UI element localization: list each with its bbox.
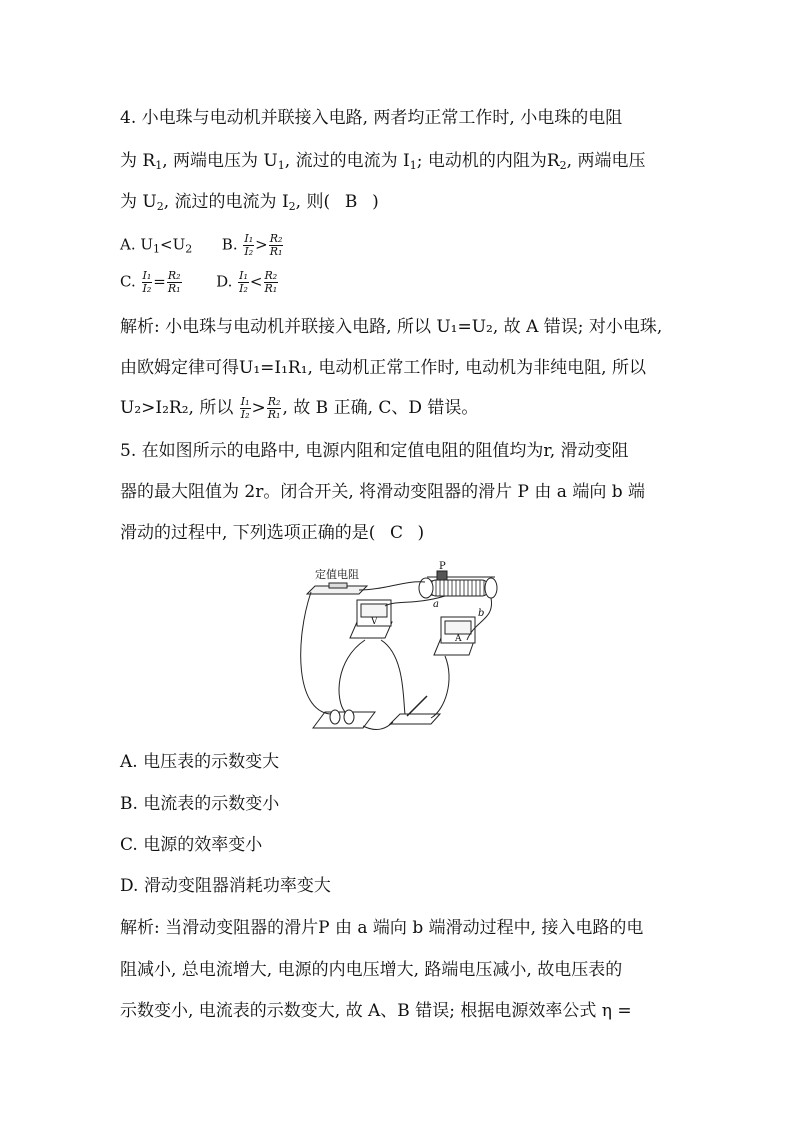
- battery-cell-1: [330, 710, 340, 724]
- denominator: I₂: [240, 408, 250, 421]
- numerator: R₂: [267, 395, 281, 408]
- q4-text: ; 电动机的内阻为R: [416, 151, 560, 171]
- wire: [301, 592, 330, 714]
- label-v: V: [371, 617, 378, 627]
- rheostat-end-a: [419, 578, 433, 598]
- numerator: R₂: [167, 269, 181, 282]
- q5-option-b-text: B. 电流表的示数变小: [120, 794, 280, 814]
- q4-solution-1: [120, 316, 662, 338]
- q4-sub: 1: [155, 159, 163, 172]
- denominator: I₂: [244, 245, 254, 258]
- q4-line-1: [120, 107, 622, 129]
- label-resistor: 定值电阻: [315, 568, 359, 581]
- voltmeter-dial: [361, 604, 387, 617]
- fraction: [269, 233, 284, 258]
- q4-line-3: [120, 191, 379, 213]
- circuit-figure: [295, 560, 505, 736]
- q4-option-b: B.: [221, 235, 238, 254]
- fraction: [267, 396, 282, 421]
- q4-solution-text: 解析: 小电珠与电动机并联接入电路, 所以 U₁=U₂, 故 A 错误; 对小电珠,: [120, 317, 663, 337]
- q5-solution-text: 阻减小, 总电流增大, 电源的内电压增大, 路端电压减小, 故电压表的: [120, 960, 623, 980]
- numerator: R₂: [264, 269, 278, 282]
- denominator: R₁: [267, 408, 281, 421]
- denominator: R₁: [269, 245, 283, 258]
- numerator: R₂: [269, 232, 283, 245]
- q5-option-d: [120, 875, 331, 897]
- wire: [363, 722, 393, 729]
- q4-solution-text: 由欧姆定律可得U₁=I₁R₁, 电动机正常工作时, 电动机为非纯电阻, 所以: [120, 358, 646, 378]
- q5-option-b: [120, 793, 279, 815]
- numerator: I₁: [240, 395, 250, 408]
- q4-line-2: [120, 150, 645, 172]
- fraction: [238, 270, 249, 295]
- denominator: R₁: [264, 282, 278, 295]
- resistor-body: [329, 583, 347, 588]
- wire: [431, 656, 449, 718]
- ammeter-dial: [445, 621, 471, 634]
- q4-text: , 则(: [295, 192, 331, 212]
- q4-option-d: D.: [216, 272, 233, 291]
- rheostat-end-b: [485, 578, 497, 598]
- q4-text: , 两端电压: [566, 151, 646, 171]
- denominator: R₁: [167, 282, 181, 295]
- wire: [381, 640, 405, 714]
- q5-solution-3: [120, 1000, 632, 1022]
- denominator: I₂: [142, 282, 152, 295]
- q4-sub: 1: [409, 159, 417, 172]
- q4-option-a: A. U: [120, 235, 154, 254]
- q4-text: , 流过的电流为 I: [163, 192, 289, 212]
- label-p: P: [439, 561, 446, 572]
- q4-stem-text: 4. 小电珠与电动机并联接入电路, 两者均正常工作时, 小电珠的电阻: [120, 108, 623, 128]
- numerator: I₁: [142, 269, 152, 282]
- q5-solution-text: 示数变小, 电流表的示数变大, 故 A、B 错误; 根据电源效率公式 η =: [120, 1001, 632, 1021]
- q4-text: <U: [160, 235, 186, 254]
- switch-lever: [407, 696, 427, 716]
- switch-base: [390, 714, 440, 724]
- fraction: [167, 270, 182, 295]
- q4-options-ab: [120, 233, 284, 258]
- q5-stem-text: 滑动的过程中, 下列选项正确的是(: [120, 523, 376, 543]
- q5-stem-text: ): [417, 523, 425, 543]
- q5-answer: C: [389, 523, 403, 543]
- q4-sub: 2: [288, 200, 296, 213]
- wire: [359, 582, 425, 590]
- q4-solution-2: [120, 357, 646, 379]
- q4-text: , 两端电压为 U: [162, 151, 278, 171]
- q5-stem-text: 5. 在如图所示的电路中, 电源内阻和定值电阻的阻值均为r, 滑动变阻: [120, 441, 629, 461]
- q4-sub: 2: [185, 242, 193, 256]
- battery-cell-2: [344, 710, 354, 724]
- q5-option-c: [120, 834, 262, 856]
- relation: >: [251, 398, 266, 418]
- q5-option-d-text: D. 滑动变阻器消耗功率变大: [120, 876, 331, 896]
- q4-text: 为 U: [120, 192, 157, 212]
- q5-solution-text: 解析: 当滑动变阻器的滑片P 由 a 端向 b 端滑动过程中, 接入电路的电: [120, 918, 644, 938]
- q5-option-a-text: A. 电压表的示数变大: [120, 752, 280, 772]
- numerator: I₁: [239, 269, 248, 282]
- q4-sub: 2: [156, 200, 164, 213]
- q4-text: ): [372, 192, 379, 212]
- q4-options-cd: [120, 270, 279, 295]
- q5-stem-text: 器的最大阻值为 2r。闭合开关, 将滑动变阻器的滑片 P 由 a 端向 b 端: [120, 482, 646, 502]
- denominator: I₂: [239, 282, 248, 295]
- fraction: [264, 270, 279, 295]
- q4-solution-text: U₂>I₂R₂, 所以: [120, 398, 234, 418]
- slider-p: [437, 571, 447, 580]
- fraction: [243, 233, 254, 258]
- q4-solution-3: [120, 396, 478, 421]
- q5-solution-1: [120, 917, 643, 939]
- q4-text: , 流过的电流为 I: [284, 151, 410, 171]
- q4-solution-text: , 故 B 正确, C、D 错误。: [282, 398, 479, 418]
- label-a: a: [433, 599, 439, 610]
- q4-sub: 1: [153, 242, 161, 256]
- relation: =: [153, 272, 166, 291]
- q4-option-c: C.: [120, 272, 136, 291]
- q4-text: 为 R: [120, 151, 156, 171]
- rheostat-coil: [430, 580, 488, 596]
- relation: >: [255, 235, 268, 254]
- numerator: I₁: [244, 232, 254, 245]
- relation: <: [249, 272, 263, 291]
- q5-line-2: [120, 481, 645, 503]
- q5-solution-2: [120, 959, 622, 981]
- q5-line-3: [120, 522, 424, 544]
- q5-option-a: [120, 751, 279, 773]
- q4-sub: 2: [559, 159, 567, 172]
- q5-option-c-text: C. 电源的效率变小: [120, 835, 263, 855]
- fraction: [240, 396, 251, 421]
- q4-sub: 1: [277, 159, 285, 172]
- wire: [339, 640, 365, 712]
- fraction: [142, 270, 153, 295]
- label-ammeter: A: [455, 634, 462, 644]
- q5-line-1: [120, 440, 629, 462]
- q4-answer: B: [344, 192, 358, 212]
- label-b: b: [478, 608, 485, 619]
